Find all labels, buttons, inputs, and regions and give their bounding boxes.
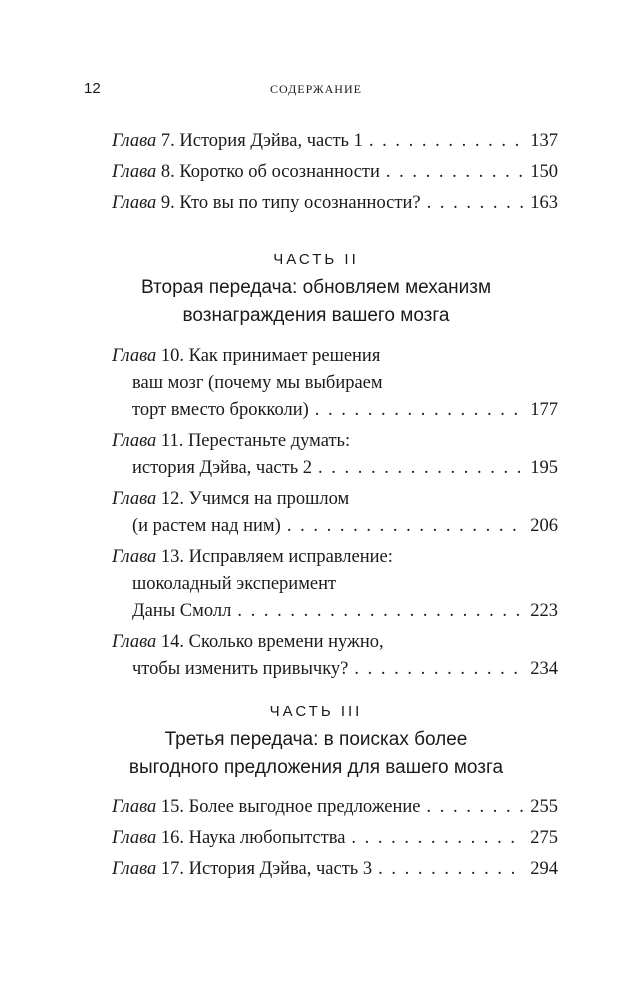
toc-entry — [112, 794, 558, 821]
chapter-word: Глава — [112, 162, 157, 182]
chapter-title-cont: Даны Смолл — [132, 601, 232, 621]
chapter-word: Глава — [112, 489, 157, 509]
dot-leader — [315, 397, 524, 424]
part-title-line: вознаграждения вашего мозга — [182, 305, 450, 326]
chapter-title-cont: чтобы изменить привычку? — [132, 659, 349, 679]
chapter-title-cont: (и растем над ним) — [132, 516, 281, 536]
toc-entry — [112, 825, 558, 852]
part-2-title — [0, 274, 632, 330]
dot-leader — [369, 128, 524, 155]
chapter-title: 17. История Дэйва, часть 3 — [160, 859, 373, 879]
toc-entry — [112, 856, 558, 883]
chapter-title-cont: торт вместо брокколи) — [132, 400, 309, 420]
page-ref: 150 — [530, 162, 558, 182]
page-ref: 137 — [530, 131, 558, 151]
chapter-word: Глава — [112, 859, 157, 879]
chapter-word: Глава — [112, 547, 157, 567]
page-ref: 294 — [530, 859, 558, 879]
toc-entry — [112, 190, 558, 217]
chapter-title-cont: ваш мозг (почему мы выбираем — [132, 373, 383, 393]
chapter-word: Глава — [112, 828, 157, 848]
page-ref: 275 — [530, 828, 558, 848]
toc-entry — [112, 486, 558, 540]
toc-part-2 — [112, 343, 558, 683]
page-number: 12 — [84, 80, 101, 97]
toc-entry — [112, 544, 558, 625]
page-ref: 206 — [530, 516, 558, 536]
toc-entry — [112, 629, 558, 683]
page-ref: 177 — [530, 400, 558, 420]
toc-entry — [112, 128, 558, 155]
chapter-title: 10. Как принимает решения — [160, 346, 381, 366]
chapter-word: Глава — [112, 131, 157, 151]
chapter-title: 8. Коротко об осознанности — [160, 162, 380, 182]
chapter-word: Глава — [112, 797, 157, 817]
toc-part-3 — [112, 794, 558, 883]
running-head: СОДЕРЖАНИЕ — [270, 82, 362, 96]
dot-leader — [318, 455, 524, 482]
page-ref: 255 — [530, 797, 558, 817]
part-title-line: выгодного предложения для вашего мозга — [128, 757, 504, 778]
chapter-title-cont: шоколадный эксперимент — [132, 574, 337, 594]
dot-leader — [287, 513, 524, 540]
chapter-title: 15. Более выгодное предложение — [160, 797, 421, 817]
chapter-title: 7. История Дэйва, часть 1 — [160, 131, 363, 151]
dot-leader — [427, 190, 525, 217]
chapter-title: 16. Наука любопытства — [160, 828, 346, 848]
chapter-word: Глава — [112, 431, 157, 451]
toc-entry — [112, 159, 558, 186]
part-title-line: Третья передача: в поисках более — [164, 729, 468, 750]
page-ref: 223 — [530, 601, 558, 621]
dot-leader — [386, 159, 524, 186]
toc-entry — [112, 428, 558, 482]
part-2-label: ЧАСТЬ II — [273, 251, 359, 268]
toc-top — [112, 128, 558, 217]
dot-leader — [354, 656, 524, 683]
chapter-word: Глава — [112, 193, 157, 213]
dot-leader — [351, 825, 524, 852]
part-3-label: ЧАСТЬ III — [269, 703, 363, 720]
dot-leader — [378, 856, 524, 883]
part-title-line: Вторая передача: обновляем механизм — [140, 277, 492, 298]
chapter-title: 9. Кто вы по типу осознанности? — [160, 193, 421, 213]
page-ref: 195 — [530, 458, 558, 478]
chapter-title: 12. Учимся на прошлом — [160, 489, 350, 509]
dot-leader — [426, 794, 524, 821]
toc-entry — [112, 343, 558, 424]
chapter-title-cont: история Дэйва, часть 2 — [132, 458, 313, 478]
chapter-title: 14. Сколько времени нужно, — [160, 632, 384, 652]
page-ref: 163 — [530, 193, 558, 213]
chapter-title: 13. Исправляем исправление: — [160, 547, 393, 567]
page-ref: 234 — [530, 659, 558, 679]
part-3-title — [0, 726, 632, 782]
dot-leader — [237, 598, 524, 625]
chapter-title: 11. Перестаньте думать: — [160, 431, 351, 451]
chapter-word: Глава — [112, 346, 157, 366]
chapter-word: Глава — [112, 632, 157, 652]
